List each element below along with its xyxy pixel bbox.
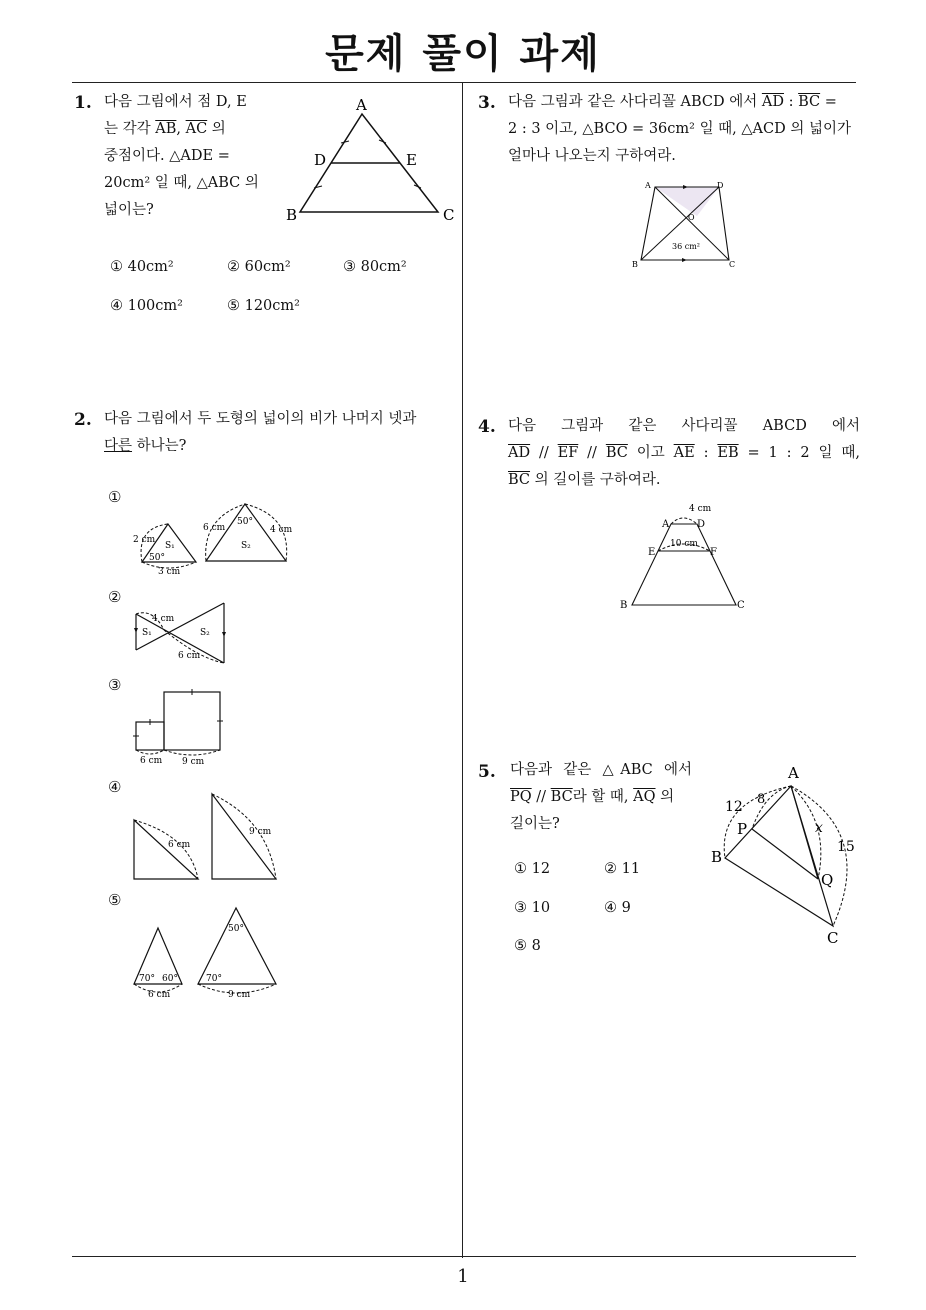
question-3-number: 3. xyxy=(478,93,496,113)
q2-o3-label-9cm: 9 cm xyxy=(182,757,205,767)
q4-label-a: A xyxy=(662,519,670,530)
q2-line-2: 다른 하나는? xyxy=(104,438,187,454)
q1-line-1: 다음 그림에서 점 D, E xyxy=(104,94,247,110)
q3-trapezoid-figure xyxy=(625,178,750,273)
segment-ac: $\overline{AC}$ xyxy=(185,121,208,137)
q5-label-p: P xyxy=(737,820,748,838)
q4-segment-ef: $\overline{EF}$ xyxy=(557,445,579,461)
q2-option-1-figure xyxy=(128,498,298,578)
q2-option-3-figure xyxy=(128,688,238,768)
q4-label-f: F xyxy=(710,547,717,558)
q4-line-3: $\overline{BC}$ 의 길이를 구하여라. xyxy=(508,472,661,488)
page-title: 문제 풀이 과제 xyxy=(325,31,601,77)
q2-o5-label-60: 60° xyxy=(162,974,178,984)
q5-choice-3[interactable]: ③ 10 xyxy=(514,900,551,916)
q5-label-c: C xyxy=(827,929,839,947)
q4-label-10cm: 10 cm xyxy=(670,539,698,549)
q2-line-1: 다음 그림에서 두 도형의 넓이의 비가 나머지 넷과 xyxy=(104,411,417,427)
q5-line-1: 다음과 같은 △ABC 에서 xyxy=(510,762,692,778)
q5-segment-pq: $\overline{PQ}$ xyxy=(510,789,532,805)
q4-line-1: 다음 그림과 같은 사다리꼴 ABCD 에서 xyxy=(508,418,860,434)
q3-label-c: C xyxy=(729,260,736,269)
q2-o4-label-6cm: 6 cm xyxy=(168,840,191,850)
q5-label-x: x xyxy=(815,820,823,836)
q5-line-3: 길이는? xyxy=(510,816,560,832)
question-4-text xyxy=(508,413,860,494)
q3-label-a: A xyxy=(645,181,651,190)
q1-choice-4[interactable]: ④ 100cm² xyxy=(110,298,183,314)
q1-line-3: 중점이다. △ADE = xyxy=(104,148,230,164)
q2-option-2-figure xyxy=(128,600,238,670)
q1-choice-5[interactable]: ⑤ 120cm² xyxy=(227,298,300,314)
q5-segment-aq: $\overline{AQ}$ xyxy=(633,789,656,805)
q5-line-2: $\overline{PQ} // \overline{BC}$라 할 때, $\overline{AQ}$ 의 xyxy=(510,789,675,805)
question-2-number: 2. xyxy=(74,410,92,430)
q2-option-3-label[interactable]: ③ xyxy=(108,676,122,694)
q5-choice-2[interactable]: ② 11 xyxy=(604,861,641,877)
column-divider xyxy=(462,83,463,1258)
q5-triangle-figure xyxy=(705,762,865,952)
q5-label-a: A xyxy=(788,764,799,782)
question-1-number: 1. xyxy=(74,93,92,113)
q1-label-b: B xyxy=(286,206,298,224)
q2-o5-label-50: 50° xyxy=(228,924,244,934)
q2-o1-label-4cm: 4 cm xyxy=(270,525,293,535)
q2-o2-label-s2: S₂ xyxy=(200,628,210,638)
q1-label-e: E xyxy=(406,151,417,169)
q3-line-2: 2 : 3 이고, △BCO = 36cm² 일 때, △ACD 의 넓이가 xyxy=(508,121,851,137)
q2-o5-label-70: 70° xyxy=(139,974,155,984)
q2-option-4-label[interactable]: ④ xyxy=(108,778,122,796)
q2-o4-label-9cm: 9 cm xyxy=(249,827,272,837)
q5-label-15: 15 xyxy=(837,839,855,855)
q4-label-c: C xyxy=(737,600,745,611)
segment-ab: $\overline{AB}$ xyxy=(155,121,177,137)
q2-o2-label-4cm: 4 cm xyxy=(152,614,175,624)
q1-triangle-figure xyxy=(280,96,460,226)
q2-option-5-label[interactable]: ⑤ xyxy=(108,891,122,909)
q2-o5-label-9cm: 9 cm xyxy=(228,990,251,1000)
question-5-text xyxy=(510,757,692,838)
question-3-text xyxy=(508,89,860,170)
q2-o2-label-6cm: 6 cm xyxy=(178,651,201,661)
q2-o1-label-s1: S₁ xyxy=(165,541,175,551)
q1-choice-3[interactable]: ③ 80cm² xyxy=(343,259,407,275)
q2-o5-label-70b: 70° xyxy=(206,974,222,984)
q4-segment-bc: $\overline{BC}$ xyxy=(605,445,628,461)
q3-label-area: 36 cm² xyxy=(672,242,700,251)
q2-o1-label-s2: S₂ xyxy=(241,541,251,551)
q1-label-a: A xyxy=(356,96,367,114)
question-1-text xyxy=(104,89,264,224)
q4-line-2: $\overline{AD} // \overline{EF} // \overline{BC}$ 이고 $\overline{AE}$ : $\overline{EB} = 1$ : 2 일 때, xyxy=(508,445,860,461)
q5-choice-5[interactable]: ⑤ 8 xyxy=(514,938,541,954)
q1-label-d: D xyxy=(314,151,327,169)
q2-o3-label-6cm: 6 cm xyxy=(140,756,163,766)
q5-label-12: 12 xyxy=(725,799,743,815)
q1-choice-1[interactable]: ① 40cm² xyxy=(110,259,174,275)
q4-label-b: B xyxy=(620,600,628,611)
q5-choice-4[interactable]: ④ 9 xyxy=(604,900,631,916)
footer-rule xyxy=(72,1256,856,1257)
q3-label-b: B xyxy=(632,260,638,269)
q2-option-2-label[interactable]: ② xyxy=(108,588,122,606)
q4-segment-ae: $\overline{AE}$ xyxy=(673,445,695,461)
segment-ad: $\overline{AD}$ xyxy=(761,94,784,110)
q3-line-1: 다음 그림과 같은 사다리꼴 ABCD 에서 $\overline{AD}$ : $\overline{BC}$ = xyxy=(508,94,837,110)
q1-choice-2[interactable]: ② 60cm² xyxy=(227,259,291,275)
page-number: 1 xyxy=(457,1266,469,1287)
q4-label-e: E xyxy=(648,547,656,558)
question-2-text xyxy=(104,406,456,460)
q2-option-5-figure xyxy=(128,904,288,1002)
q1-label-c: C xyxy=(443,206,455,224)
q2-o2-label-s1: S₁ xyxy=(142,628,152,638)
q2-underlined-word: 다른 xyxy=(104,438,133,454)
q2-o1-label-3cm: 3 cm xyxy=(158,567,181,577)
q4-label-4cm: 4 cm xyxy=(689,504,712,514)
q2-option-1-label[interactable]: ① xyxy=(108,488,122,506)
q4-segment-ad: $\overline{AD}$ xyxy=(508,445,531,461)
q4-segment-eb: $\overline{EB}$ xyxy=(717,445,739,461)
header-rule xyxy=(72,82,856,83)
q2-o1-label-50b: 50° xyxy=(237,517,253,527)
q5-choice-1[interactable]: ① 12 xyxy=(514,861,551,877)
q3-label-d: D xyxy=(717,181,724,190)
q5-label-8: 8 xyxy=(757,792,766,807)
q4-label-d: D xyxy=(697,519,706,530)
q2-o1-label-50: 50° xyxy=(149,553,165,563)
segment-bc: $\overline{BC}$ xyxy=(798,94,821,110)
q5-label-q: Q xyxy=(821,871,834,889)
q3-label-o: O xyxy=(688,213,695,222)
q2-o1-label-6cm: 6 cm xyxy=(203,523,226,533)
q5-segment-bc: $\overline{BC}$ xyxy=(550,789,573,805)
q1-line-4: 20cm² 일 때, △ABC 의 xyxy=(104,175,259,191)
q2-o5-label-6cm: 6 cm xyxy=(148,990,171,1000)
q3-line-3: 얼마나 나오는지 구하여라. xyxy=(508,148,676,164)
question-4-number: 4. xyxy=(478,417,496,437)
question-5-number: 5. xyxy=(478,762,496,782)
q5-label-b: B xyxy=(711,848,723,866)
q1-line-2: 는 각각 $\overline{AB}$, $\overline{AC}$ 의 xyxy=(104,121,226,137)
q4-segment-bc-2: $\overline{BC}$ xyxy=(508,472,531,488)
q1-line-5: 넓이는? xyxy=(104,202,154,218)
q4-trapezoid-figure xyxy=(615,500,755,612)
q2-option-4-figure xyxy=(128,790,288,885)
q2-o1-label-2cm: 2 cm xyxy=(133,535,156,545)
